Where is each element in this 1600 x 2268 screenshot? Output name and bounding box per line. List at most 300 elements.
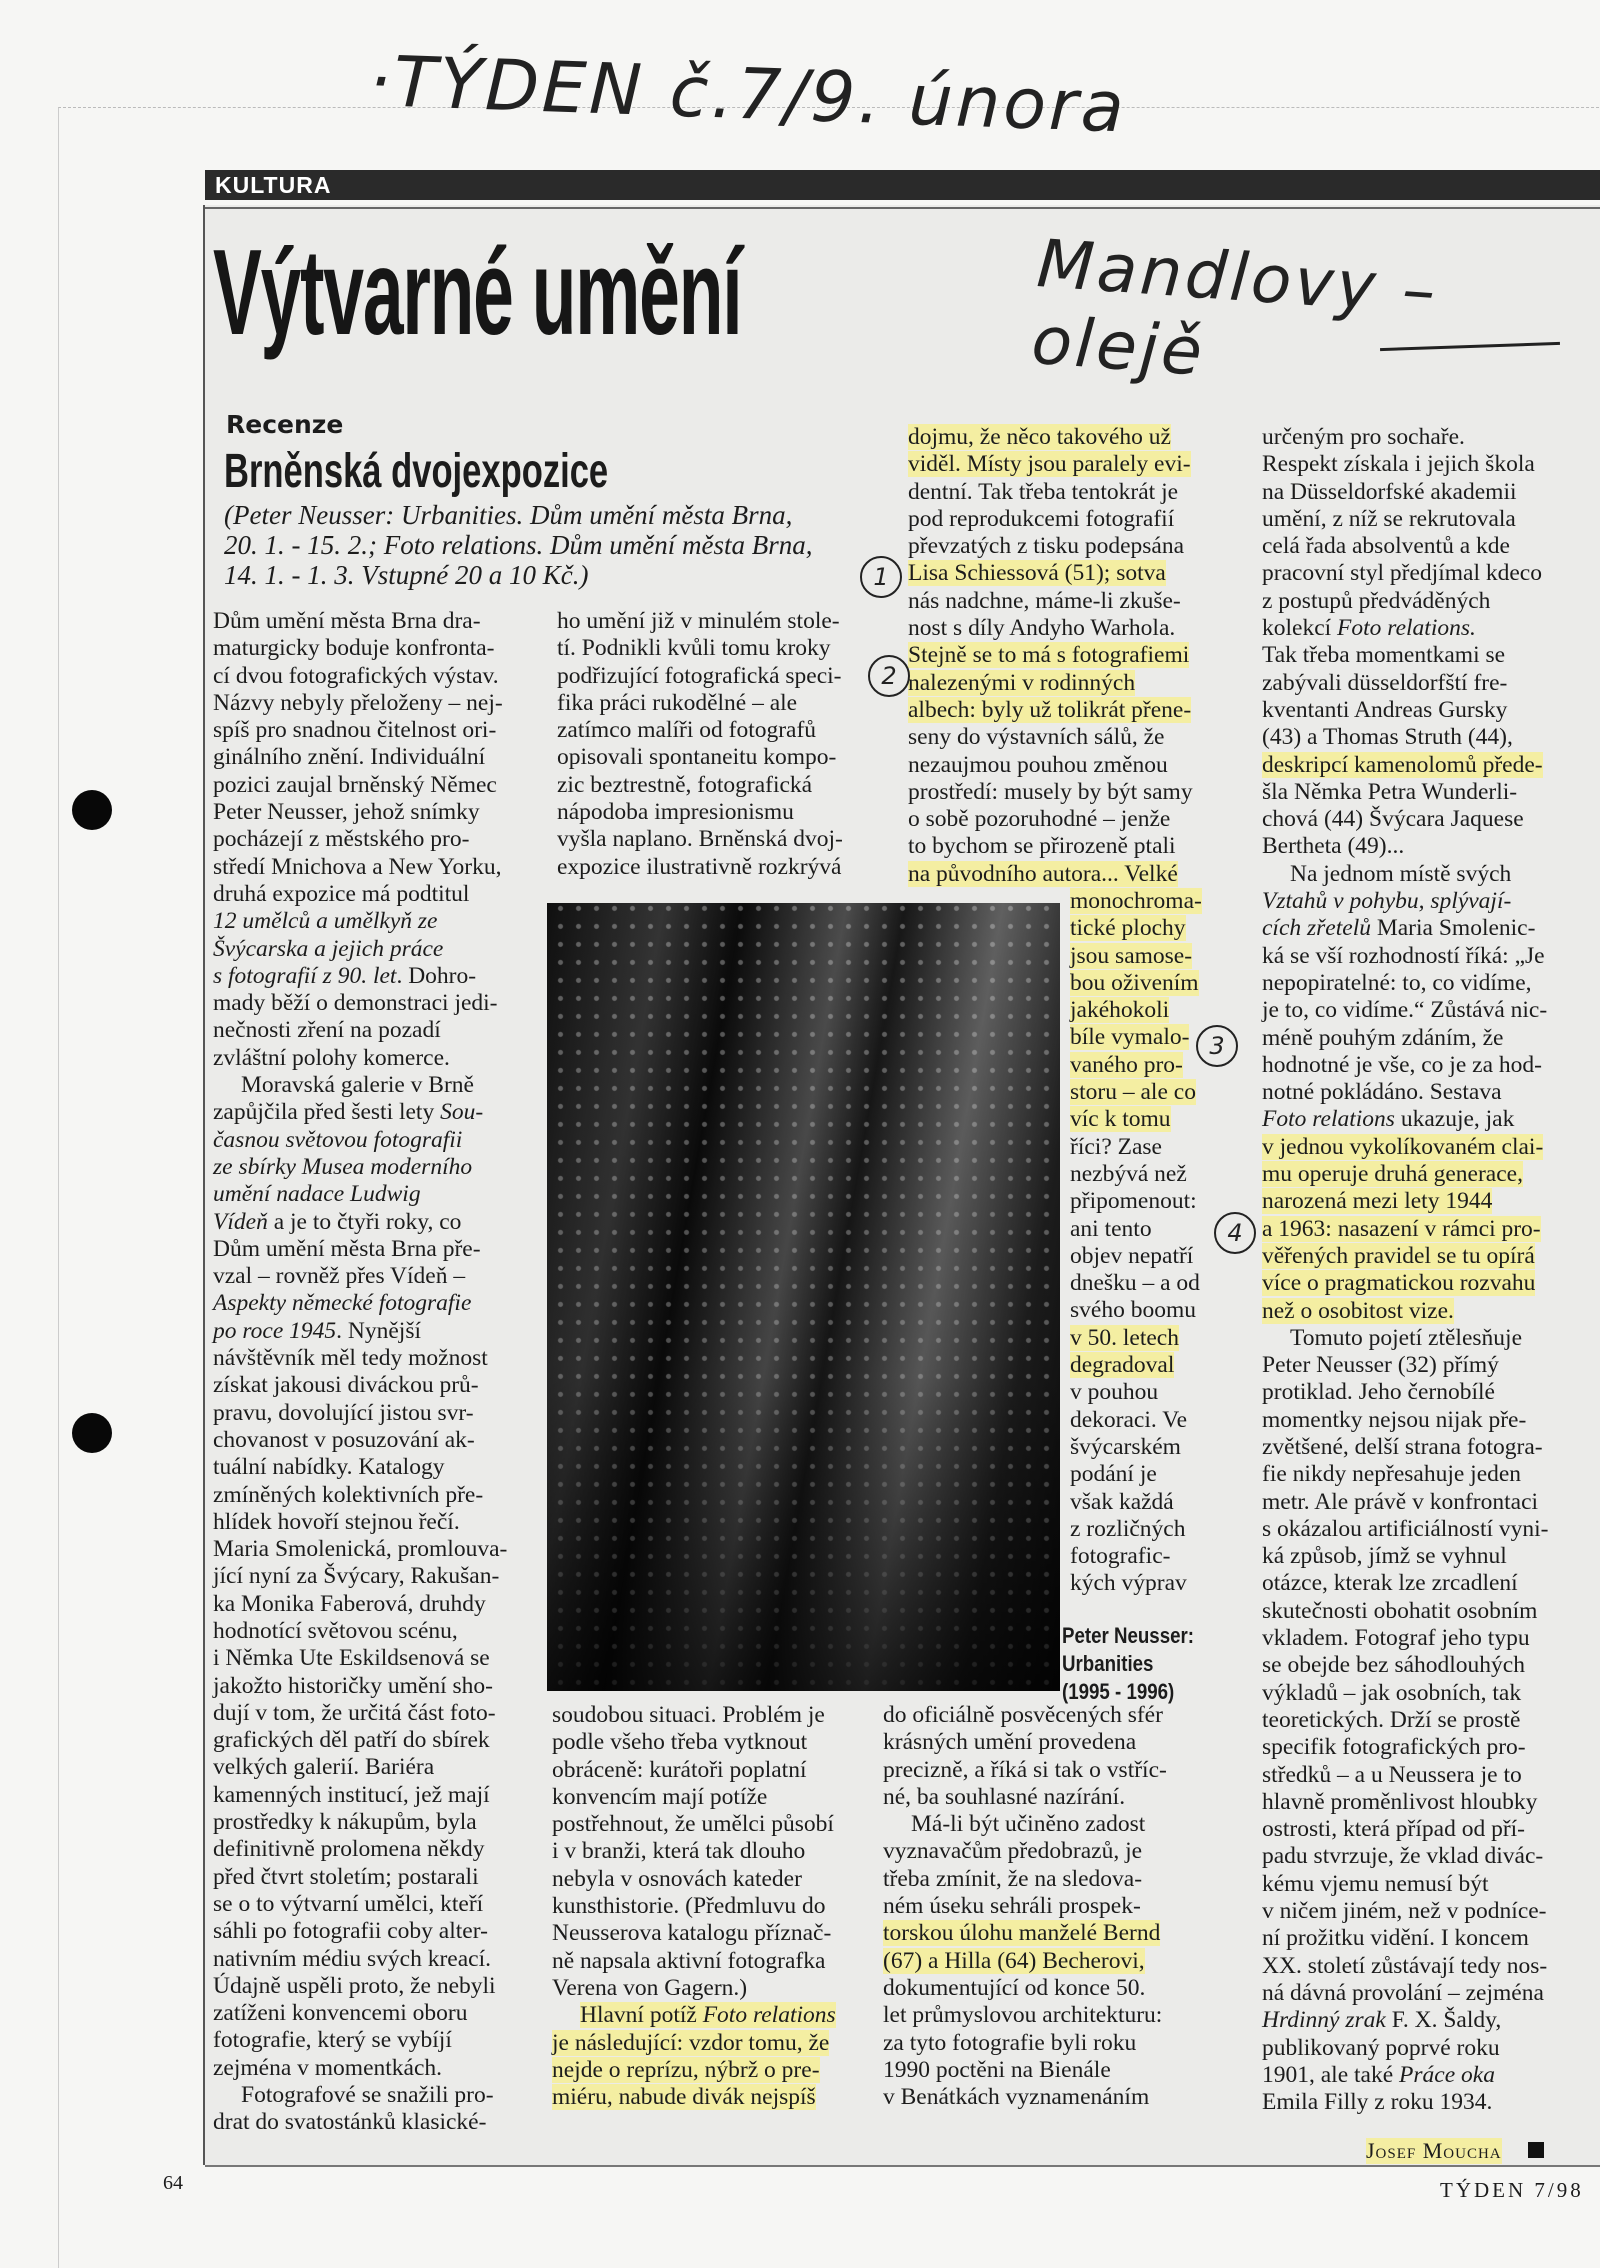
text-line <box>883 1811 1167 1838</box>
text-line <box>908 588 1193 615</box>
text-line <box>883 1729 1167 1756</box>
text-line <box>213 1290 507 1317</box>
text-line <box>1262 1843 1549 1870</box>
text-line <box>1262 1789 1549 1816</box>
text-line-content: Respekt získala i jejich škola <box>1262 451 1535 478</box>
text-line <box>213 1591 507 1618</box>
text-line <box>883 2002 1167 2029</box>
text-line <box>213 2055 507 2082</box>
text-line-content: fotografic- <box>1070 1543 1171 1570</box>
text-line-content: postřehnout, že umělci působí <box>552 1811 834 1838</box>
text-line-content: v 50. letech <box>1070 1324 1179 1351</box>
text-line-content: pod reprodukcemi fotografií <box>908 505 1175 532</box>
text-line <box>557 854 843 881</box>
text-line-content: s okázalou artificiálností vyni- <box>1262 1515 1549 1542</box>
text-line <box>552 1893 836 1920</box>
punch-hole-icon <box>72 1413 112 1453</box>
text-line <box>552 1757 836 1784</box>
text-line <box>213 1017 507 1044</box>
text-line-content: Hlavní potíž Foto relations <box>580 2002 836 2029</box>
text-line-content: nejde o reprízu, nýbrž o pre- <box>552 2056 820 2083</box>
text-line-content: pocházejí z městského pro- <box>213 826 470 853</box>
text-line <box>1070 1407 1202 1434</box>
italic-title: Foto relations <box>702 2002 836 2029</box>
highlighted-text-line <box>552 2084 836 2111</box>
italic-title: Foto relations <box>1262 1106 1395 1133</box>
text-line-content: v jednou vykolíkovaném clai- <box>1262 1133 1544 1160</box>
punch-hole-icon <box>72 790 112 830</box>
handwritten-annotation: Mandlovy – olejě <box>1029 225 1441 391</box>
caption-line: Peter Neusser: <box>1062 1623 1195 1648</box>
text-line-content: zabývali düsseldorfští fre- <box>1262 669 1508 696</box>
text-line <box>1262 1407 1549 1434</box>
text-line-content: se obejde bez sáhodlouhých <box>1262 1652 1525 1679</box>
text-line-content: nalezenými v rodinných <box>908 669 1136 696</box>
text-line <box>1262 697 1549 724</box>
text-line <box>552 1948 836 1975</box>
text-line <box>213 1427 507 1454</box>
text-line <box>1262 724 1549 751</box>
italic-title: Švýcarska a jejich práce <box>213 935 444 962</box>
text-line-content: než o osobitost vize. <box>1262 1297 1454 1324</box>
text-line <box>213 990 507 1017</box>
text-line-content: ginálního znění. Individuální <box>213 744 486 771</box>
text-line <box>213 1809 507 1836</box>
highlighted-text-line <box>552 2030 836 2057</box>
text-line-content: méně pouhým zdáním, že <box>1262 1024 1504 1051</box>
text-line <box>1262 615 1549 642</box>
page-title: Výtvarné umění <box>213 224 742 360</box>
text-line <box>883 1784 1167 1811</box>
text-line-content: Emila Filly z roku 1934. <box>1262 2089 1493 2116</box>
issue-label: TÝDEN 7/98 <box>1440 2178 1584 2202</box>
text-line-content: Foto relations ukazuje, jak <box>1262 1106 1515 1133</box>
text-line-content: bou oživením <box>1070 969 1199 996</box>
highlighted-text-line <box>908 451 1193 478</box>
highlighted-text-line <box>883 1948 1167 1975</box>
text-line <box>552 1811 836 1838</box>
text-line <box>908 724 1193 751</box>
text-line-content: viděl. Místy jsou paralely evi- <box>908 451 1191 478</box>
italic-title: Aspekty německé fotografie <box>213 1290 472 1317</box>
text-line-content: let průmyslovou architekturu: <box>883 2002 1163 2029</box>
text-line-content: Lisa Schiessová (51); sotva <box>908 560 1166 587</box>
highlighted-text-line <box>1262 1216 1549 1243</box>
highlighted-text-line <box>1262 1243 1549 1270</box>
text-line-content: Vídeň a je to čtyři roky, co <box>213 1208 462 1235</box>
text-line-content: návštěvník měl tedy možnost <box>213 1345 488 1372</box>
margin-mark-circled: 2 <box>868 655 910 697</box>
text-line <box>1070 1161 1202 1188</box>
text-line-content: Tomuto pojetí ztělesňuje <box>1290 1324 1522 1351</box>
highlighted-text-line <box>908 424 1193 451</box>
highlighted-text-line <box>1070 1052 1202 1079</box>
text-line <box>213 1099 507 1126</box>
text-line-content: v pouhou <box>1070 1379 1159 1406</box>
text-line <box>213 1673 507 1700</box>
text-line <box>213 1700 507 1727</box>
text-line <box>213 1127 507 1154</box>
text-line-content: zatíženi konvencemi oboru <box>213 2000 468 2027</box>
divider <box>205 207 1600 209</box>
margin-mark-circled: 4 <box>1214 1212 1256 1254</box>
highlighted-text-line <box>1070 915 1202 942</box>
text-line-content: hodnotné je vše, co je za hod- <box>1262 1051 1542 1078</box>
text-line-content: třeba zmínit, že na sledova- <box>883 1865 1143 1892</box>
text-line <box>1262 779 1549 806</box>
text-line-content: konvencím mají potíže <box>552 1783 768 1810</box>
text-line <box>1262 970 1549 997</box>
margin-mark-circled: 3 <box>1196 1025 1238 1067</box>
text-line-content: dentní. Tak třeba tentokrát je <box>908 478 1179 505</box>
text-line-content: je to, co vidíme.“ Zůstává nic- <box>1262 997 1548 1024</box>
text-line <box>1070 1516 1202 1543</box>
italic-title: Hrdinný zrak <box>1262 2007 1386 2034</box>
italic-title: cích zřetelů <box>1262 915 1371 942</box>
highlighted-text-line <box>908 642 1193 669</box>
text-line-content: momentky nejsou nijak pře- <box>1262 1406 1527 1433</box>
section-label: KULTURA <box>215 172 332 198</box>
text-line-content: umění, z níž se rekrutovala <box>1262 505 1516 532</box>
text-line-content: Dům umění města Brna pře- <box>213 1235 481 1262</box>
text-line-content: Fotografové se snažili pro- <box>241 2082 494 2109</box>
text-line-content: i Němka Ute Eskildsenová se <box>213 1645 490 1672</box>
highlighted-text-line <box>1262 1188 1549 1215</box>
caption-line: Urbanities <box>1062 1651 1154 1676</box>
italic-title: Vídeň <box>213 1208 268 1235</box>
text-line-content: Peter Neusser, jehož snímky <box>213 799 480 826</box>
text-line <box>1070 1188 1202 1215</box>
text-line-content: Stejně se to má s fotografiemi <box>908 642 1190 669</box>
text-line-content: velkých galerií. Bariéra <box>213 1754 435 1781</box>
text-line <box>213 1864 507 1891</box>
text-line-content: pracovní styl předjímal kdeco <box>1262 560 1542 587</box>
text-line-content: mady běží o demonstraci jedi- <box>213 990 498 1017</box>
text-line-content: narozená mezi lety 1944 <box>1262 1188 1493 1215</box>
text-line <box>213 717 507 744</box>
text-line <box>557 635 843 662</box>
text-line-content: definitivně prolomena někdy <box>213 1836 485 1863</box>
highlighted-text-line <box>1262 1134 1549 1161</box>
text-line <box>213 1918 507 1945</box>
text-line <box>1262 642 1549 669</box>
text-line-content: před čtvrt stoletím; postarali <box>213 1863 479 1890</box>
text-line <box>213 1618 507 1645</box>
highlighted-text-line <box>1070 888 1202 915</box>
text-line <box>883 1866 1167 1893</box>
text-line-content: podřizující fotografická speci- <box>557 662 842 689</box>
text-line-content: torskou úlohu manželé Bernd <box>883 1920 1161 1947</box>
info-line: (Peter Neusser: Urbanities. Dům umění města Brna, <box>224 500 793 530</box>
text-line <box>213 826 507 853</box>
text-line-content: nebyla v osnovách kateder <box>552 1865 802 1892</box>
text-line <box>1262 1570 1549 1597</box>
end-of-article-square-icon <box>1528 2142 1544 2158</box>
text-line <box>1070 1543 1202 1570</box>
text-line-content: metr. Ale právě v konfrontaci <box>1262 1488 1539 1515</box>
text-line-content: jakožto historičky umění sho- <box>213 1672 493 1699</box>
text-line-content: seny do výstavních sálů, že <box>908 724 1165 751</box>
text-line-content: z rozličných <box>1070 1515 1186 1542</box>
text-line-content: 1901, ale také Práce oka <box>1262 2061 1495 2088</box>
text-line <box>213 1563 507 1590</box>
text-line <box>213 1181 507 1208</box>
text-line <box>213 1209 507 1236</box>
text-line-content: ném úseku sehráli prospek- <box>883 1893 1141 1920</box>
text-line <box>1262 670 1549 697</box>
text-line-content: pozici zaujal brněnský Němec <box>213 771 497 798</box>
text-line-content: zapůjčila před šesti lety Sou- <box>213 1099 484 1126</box>
text-line-content: grafických děl patří do sbírek <box>213 1727 490 1754</box>
italic-title: Vztahů v pohybu, splývají- <box>1262 888 1512 915</box>
text-line <box>213 1263 507 1290</box>
text-line-content: dokumentující od konce 50. <box>883 1974 1146 2001</box>
text-line-content: mu operuje druhá generace, <box>1262 1161 1523 1188</box>
text-line <box>883 2057 1167 2084</box>
page-number: 64 <box>163 2172 183 2194</box>
text-line-content: ká způsob, jímž se vyhnul <box>1262 1543 1507 1570</box>
text-column-2-bottom <box>552 1702 836 2111</box>
author-byline: Josef Moucha <box>1366 2138 1502 2163</box>
italic-title: Práce oka <box>1399 2061 1495 2088</box>
text-line-content: albech: byly už tolikrát přene- <box>908 696 1192 723</box>
text-line <box>213 1782 507 1809</box>
text-line <box>213 1509 507 1536</box>
text-line-content: skutečnosti obohatit osobním <box>1262 1597 1538 1624</box>
text-line <box>213 1836 507 1863</box>
text-line-content: svého boomu <box>1070 1297 1196 1324</box>
text-line-content: jící nyní za Švýcary, Rakušan- <box>213 1563 500 1590</box>
text-line <box>1262 1980 1549 2007</box>
text-line-content: v Benátkách vyznamenáním <box>883 2084 1150 2111</box>
text-line-content: to bychom se přirozeně ptali <box>908 833 1176 860</box>
italic-title: Sou- <box>440 1099 484 1126</box>
italic-title: Foto relations. <box>1337 615 1476 642</box>
highlighted-text-line <box>552 2057 836 2084</box>
text-line <box>213 1946 507 1973</box>
text-line-content: XX. století zůstávají tedy nos- <box>1262 1952 1548 1979</box>
text-line-content: kventanti Andreas Gursky <box>1262 696 1508 723</box>
text-line <box>213 1372 507 1399</box>
text-line <box>213 744 507 771</box>
italic-title: 12 umělců a umělkyň ze <box>213 908 438 935</box>
text-line-content: určeným pro sochaře. <box>1262 424 1465 450</box>
text-line-content: šla Němka Petra Wunderli- <box>1262 778 1518 805</box>
text-line <box>213 1891 507 1918</box>
italic-title: po roce 1945 <box>213 1317 337 1344</box>
highlighted-text-line <box>883 1920 1167 1947</box>
italic-title: ze sbírky Musea moderního <box>213 1153 473 1180</box>
highlighted-text-line <box>908 861 1193 888</box>
text-line <box>213 663 507 690</box>
text-line <box>1262 2007 1549 2034</box>
text-line <box>557 690 843 717</box>
text-line-content: o sobě pozoruhodné – jenže <box>908 806 1171 833</box>
text-line-content: zejména v momentkách. <box>213 2054 443 2081</box>
text-line-content: soudobou situaci. Problém je <box>552 1702 825 1728</box>
highlighted-text-line <box>1262 1298 1549 1325</box>
text-line <box>908 479 1193 506</box>
text-line <box>213 2082 507 2109</box>
text-line <box>1262 588 1549 615</box>
text-line <box>213 1236 507 1263</box>
highlighted-text-line <box>1070 1106 1202 1133</box>
text-line-content: podle všeho třeba vytknout <box>552 1729 808 1756</box>
text-line <box>213 772 507 799</box>
margin-mark-circled: 1 <box>860 556 902 598</box>
text-line <box>213 1318 507 1345</box>
text-line <box>1262 1762 1549 1789</box>
text-line <box>1070 1570 1202 1597</box>
text-line-content <box>213 1127 462 1153</box>
divider <box>205 2165 1600 2167</box>
text-line-content: kých výprav <box>1070 1570 1187 1597</box>
text-line <box>213 1536 507 1563</box>
highlighted-text-line <box>1070 1352 1202 1379</box>
highlighted-text-line <box>1070 943 1202 970</box>
text-line-content: Moravská galerie v Brně <box>241 1072 474 1099</box>
text-line-content: otázce, kterak lze zrcadlení <box>1262 1570 1518 1597</box>
info-line: 20. 1. - 15. 2.; Foto relations. Dům umění města Brna, <box>224 530 813 560</box>
text-line-content: na Düsseldorfské akademii <box>1262 478 1517 505</box>
text-line-content: zatímco malíři od fotografů <box>557 717 817 744</box>
text-line-content: ani tento <box>1070 1215 1152 1242</box>
text-line-content: obráceně: kurátoři poplatní <box>552 1756 807 1783</box>
text-line <box>557 717 843 744</box>
text-line <box>213 1400 507 1427</box>
text-line-content: více o pragmatickou rozvahu <box>1262 1270 1536 1297</box>
text-line <box>213 1645 507 1672</box>
text-line <box>552 1838 836 1865</box>
text-line-content: teoretických. Drží se prostě <box>1262 1706 1521 1733</box>
text-line <box>213 1973 507 2000</box>
text-line-content: ní prožitku vidění. I koncem <box>1262 1925 1529 1952</box>
text-line-content: vaného pro- <box>1070 1051 1183 1078</box>
text-line-content: kolekcí Foto relations. <box>1262 615 1476 642</box>
text-line-content: ostrosti, která případ od pří- <box>1262 1816 1526 1843</box>
text-line-content: Tak třeba momentkami se <box>1262 642 1506 669</box>
text-line <box>1262 2062 1549 2089</box>
text-line-content: ká se vší rozhodností říká: „Je <box>1262 942 1545 969</box>
text-line <box>1070 1134 1202 1161</box>
text-line <box>1262 806 1549 833</box>
text-line <box>213 1754 507 1781</box>
text-line <box>908 833 1193 860</box>
italic-title: časnou světovou fotografii <box>213 1126 463 1153</box>
text-line-content: zmíněných kolektivních pře- <box>213 1481 484 1508</box>
info-line: 14. 1. - 1. 3. Vstupné 20 a 10 Kč.) <box>224 560 589 590</box>
text-column-4 <box>1262 424 1549 2116</box>
text-line-content: sáhli po fotografii coby alter- <box>213 1918 488 1945</box>
text-line <box>1262 1025 1549 1052</box>
text-line-content <box>1262 888 1511 914</box>
text-line-content: do oficiálně posvěcených sfér <box>883 1702 1163 1728</box>
text-line <box>1262 1489 1549 1516</box>
text-line-content: fika práci rukodělné – ale <box>557 689 798 716</box>
text-line-content: Peter Neusser (32) přímý <box>1262 1352 1499 1379</box>
article-headline: Brněnská dvojexpozice <box>224 445 609 498</box>
text-line-content: expozice ilustrativně rozkrývá <box>557 853 842 880</box>
text-line-content: vzal – rovněž přes Vídeň – <box>213 1263 466 1290</box>
text-line-content: vkladem. Fotograf jeho typu <box>1262 1625 1530 1652</box>
highlighted-text-line <box>1262 1270 1549 1297</box>
text-line-content: né, ba souhlasné nazírání. <box>883 1783 1126 1810</box>
text-line-content: cí dvou fotografických výstav. <box>213 662 499 689</box>
text-line-content: jakéhokoli <box>1070 997 1170 1024</box>
text-line-content: hlídek hovoří stejnou řečí. <box>213 1508 460 1535</box>
text-line <box>1262 1079 1549 1106</box>
text-line <box>213 908 507 935</box>
text-line-content: spíš pro snadnou čitelnost ori- <box>213 717 497 744</box>
text-line-content: monochroma- <box>1070 888 1202 914</box>
text-line <box>1262 1680 1549 1707</box>
text-line-content: je následující: vzdor tomu, že <box>552 2029 830 2056</box>
text-line <box>908 752 1193 779</box>
highlighted-text-line <box>908 697 1193 724</box>
text-line-content <box>213 1181 421 1207</box>
text-line-content: i v branži, která tak dlouho <box>552 1838 806 1865</box>
text-line <box>1070 1489 1202 1516</box>
text-line <box>552 1702 836 1729</box>
highlighted-text-line <box>1070 970 1202 997</box>
text-line-content: a 1963: nasazení v rámci pro- <box>1262 1215 1541 1242</box>
highlighted-text-line <box>552 2002 836 2029</box>
text-line <box>1262 943 1549 970</box>
text-line <box>1070 1461 1202 1488</box>
text-line <box>1262 506 1549 533</box>
text-line-content: Neusserova katalogu příznač- <box>552 1920 832 1947</box>
text-line-content: kunsthistorie. (Předmluvu do <box>552 1893 826 1920</box>
text-line-content: (67) a Hilla (64) Becherovi, <box>883 1947 1145 1974</box>
highlighted-text-line <box>1262 752 1549 779</box>
text-line-content: dnešku – a od <box>1070 1270 1200 1297</box>
text-column-1 <box>213 608 507 2137</box>
highlighted-text-line <box>1070 997 1202 1024</box>
text-line <box>1262 1734 1549 1761</box>
text-line <box>1070 1434 1202 1461</box>
text-line-content: notné pokládáno. Sestava <box>1262 1079 1502 1106</box>
text-line-content: z postupů předváděných <box>1262 587 1491 614</box>
text-line-content: padu stvrzuje, že vklad divác- <box>1262 1843 1544 1870</box>
text-column-2-top <box>557 608 843 881</box>
text-line-content: Názvy nebyly přeloženy – nej- <box>213 689 503 716</box>
text-line <box>1262 1543 1549 1570</box>
text-line <box>1262 1707 1549 1734</box>
text-line <box>213 1154 507 1181</box>
text-line <box>1070 1379 1202 1406</box>
text-line-content: zvláštní polohy komerce. <box>213 1044 450 1071</box>
text-line-content: hodnotící světovou scénu, <box>213 1617 458 1644</box>
text-line-content: Hrdinný zrak F. X. Šaldy, <box>1262 2007 1502 2034</box>
text-line-content: ná dávná provolání – zejména <box>1262 1979 1544 2006</box>
text-line-content: švýcarském <box>1070 1433 1181 1460</box>
text-line-content: druhá expozice má podtitul <box>213 880 470 907</box>
text-line <box>883 2030 1167 2057</box>
text-line-content: dekoraci. Ve <box>1070 1406 1188 1433</box>
text-line-content: však každá <box>1070 1488 1174 1515</box>
text-line <box>557 608 843 635</box>
text-line-content: degradoval <box>1070 1352 1175 1379</box>
text-line-content: nezbývá než <box>1070 1160 1187 1187</box>
text-line <box>552 1866 836 1893</box>
text-line-content: tické plochy <box>1070 915 1186 942</box>
highlighted-text-line <box>908 560 1193 587</box>
text-line <box>1262 833 1549 860</box>
text-line-content: storu – ale co <box>1070 1079 1196 1106</box>
text-line <box>557 663 843 690</box>
text-line <box>1262 479 1549 506</box>
text-line-content: výkladů – jak osobních, tak <box>1262 1679 1522 1706</box>
